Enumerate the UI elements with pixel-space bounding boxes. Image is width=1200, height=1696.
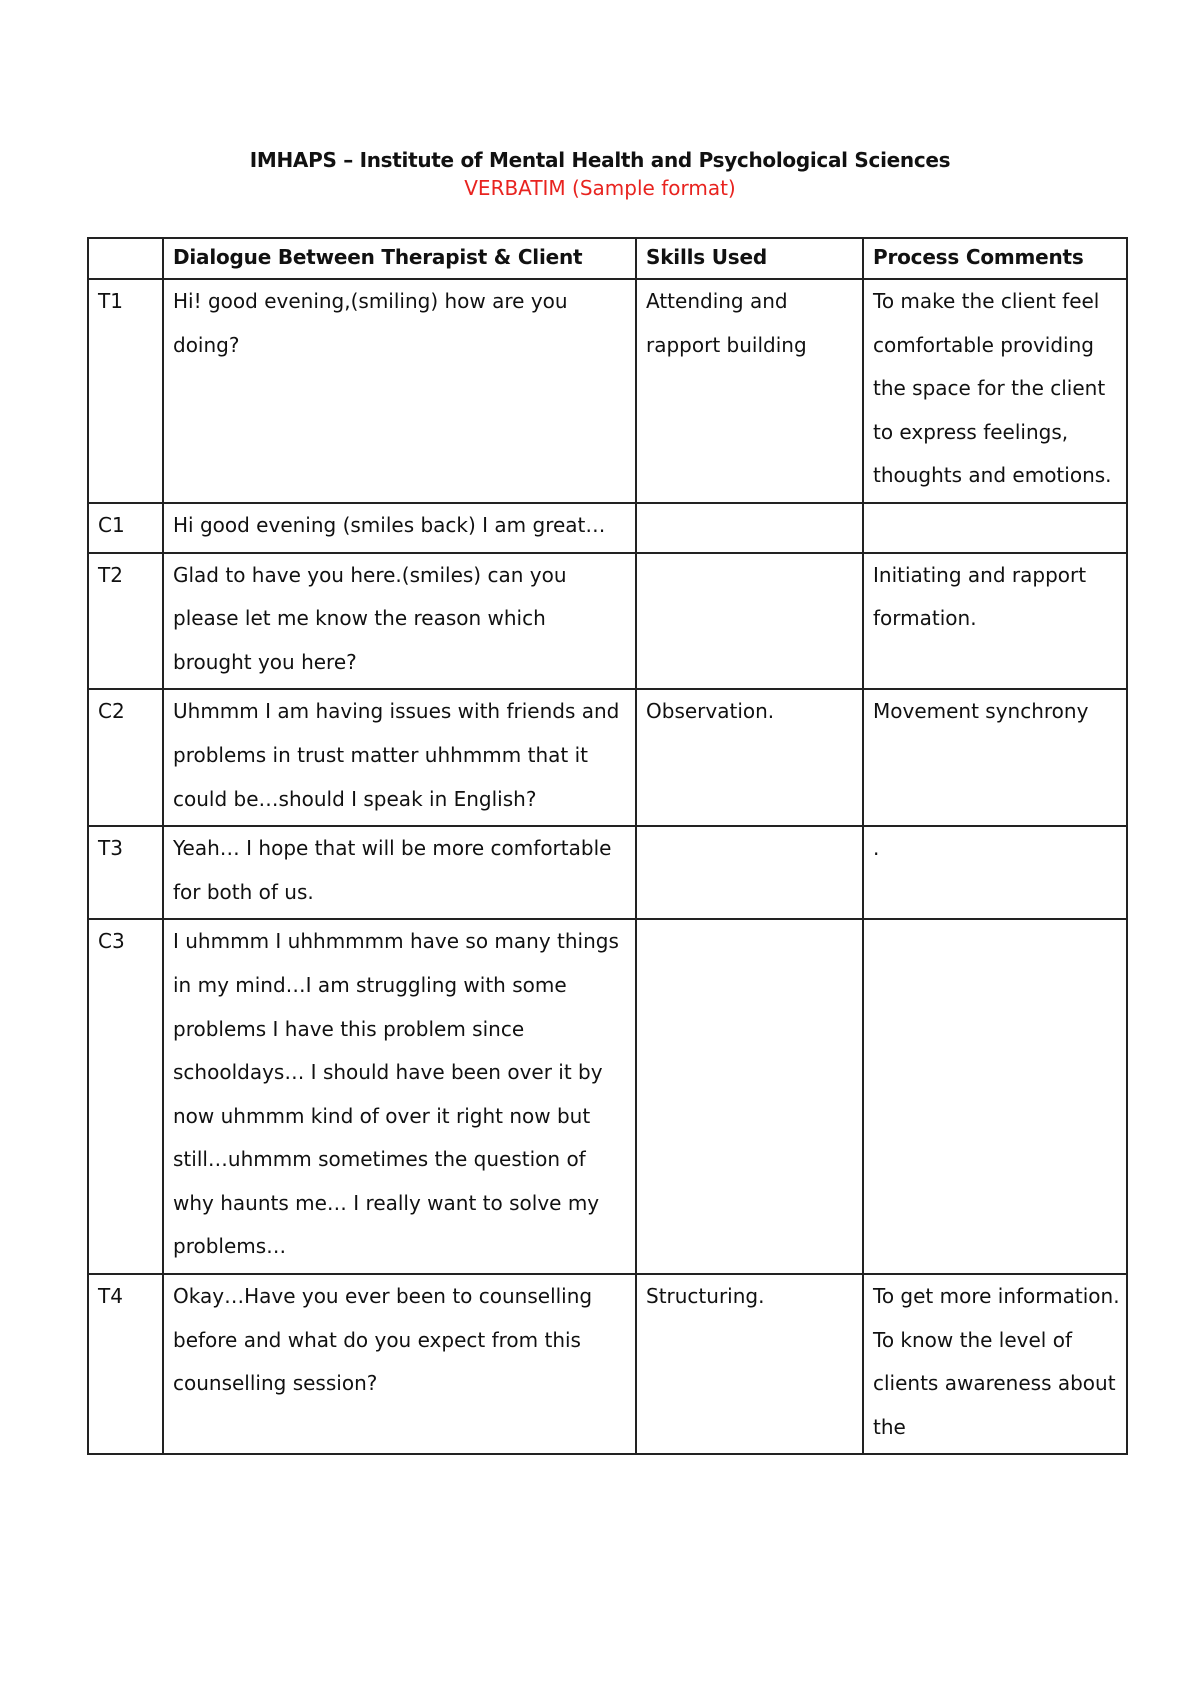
process-comments-cell — [863, 503, 1127, 553]
dialogue-cell: Glad to have you here.(smiles) can you please let me know the reason which brought you here? — [163, 553, 636, 690]
table-row — [88, 279, 1127, 503]
column-header-process-comments: Process Comments — [863, 238, 1127, 279]
column-header-dialogue: Dialogue Between Therapist & Client — [163, 238, 636, 279]
dialogue-cell: Okay…Have you ever been to counselling before and what do you expect from this counselling session? — [163, 1274, 636, 1454]
column-header-skills: Skills Used — [636, 238, 863, 279]
table-row — [88, 919, 1127, 1274]
skills-cell — [636, 503, 863, 553]
process-comments-cell: . — [863, 826, 1127, 919]
process-comments-cell — [863, 919, 1127, 1274]
skills-cell — [636, 826, 863, 919]
document-subtitle: VERBATIM (Sample format) — [464, 176, 736, 200]
dialogue-cell: Hi! good evening,(smiling) how are you doing? — [163, 279, 636, 503]
skills-cell: Observation. — [636, 689, 863, 826]
row-id: C2 — [88, 689, 163, 826]
document-title: IMHAPS – Institute of Mental Health and Psychological Sciences — [249, 148, 951, 172]
row-id: C3 — [88, 919, 163, 1274]
dialogue-cell: Yeah… I hope that will be more comfortable for both of us. — [163, 826, 636, 919]
row-id: T2 — [88, 553, 163, 690]
row-id: T4 — [88, 1274, 163, 1454]
skills-cell: Structuring. — [636, 1274, 863, 1454]
table-row — [88, 1274, 1127, 1454]
dialogue-cell: Uhmmm I am having issues with friends and problems in trust matter uhhmmm that it could be…should I speak in English? — [163, 689, 636, 826]
row-id: T3 — [88, 826, 163, 919]
process-comments-cell: Movement synchrony — [863, 689, 1127, 826]
table-header-row — [88, 238, 1127, 279]
process-comments-cell: To get more information. To know the level of clients awareness about the — [863, 1274, 1127, 1454]
process-comments-cell: Initiating and rapport formation. — [863, 553, 1127, 690]
table-row — [88, 826, 1127, 919]
row-id: T1 — [88, 279, 163, 503]
dialogue-cell: Hi good evening (smiles back) I am great… — [163, 503, 636, 553]
skills-cell: Attending and rapport building — [636, 279, 863, 503]
column-header-id — [88, 238, 163, 279]
dialogue-cell: I uhmmm I uhhmmmm have so many things in my mind…I am struggling with some problems I have this problem since schooldays… I should have been over it by now uhmmm kind of over it right now but still…uhmmm sometimes the question of why haunts me… I really want to solve my problems… — [163, 919, 636, 1274]
process-comments-cell: To make the client feel comfortable providing the space for the client to express feelings, thoughts and emotions. — [863, 279, 1127, 503]
document-header — [0, 146, 1200, 202]
table-row — [88, 689, 1127, 826]
table-row — [88, 503, 1127, 553]
row-id: C1 — [88, 503, 163, 553]
table-row — [88, 553, 1127, 690]
skills-cell — [636, 919, 863, 1274]
verbatim-table — [87, 237, 1128, 1455]
skills-cell — [636, 553, 863, 690]
